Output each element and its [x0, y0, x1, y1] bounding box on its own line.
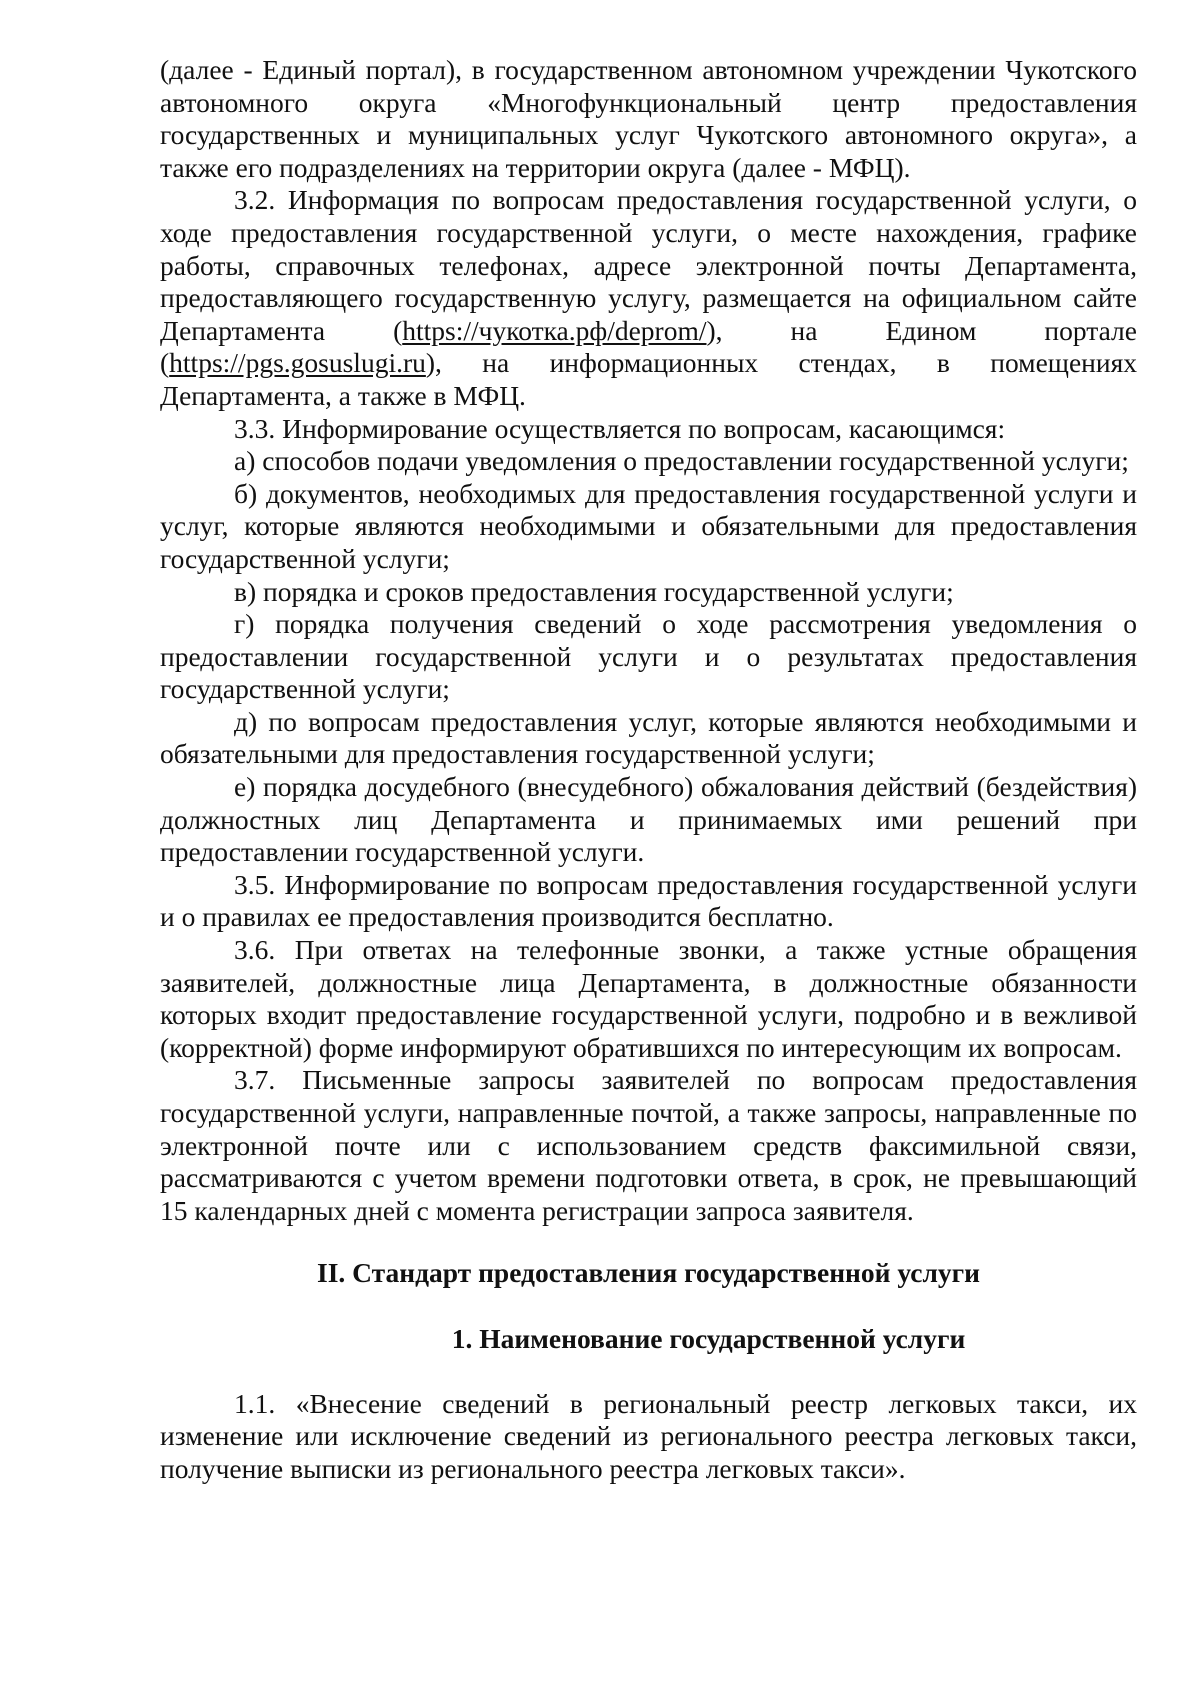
paragraph-3-2-text-c: ), на информационных стендах, в помещениях Департамента, а также в МФЦ.: [160, 347, 1137, 411]
paragraph-3-6: 3.6. При ответах на телефонные звонки, а также устные обращения заявителей, должностные лица Департамента, в должностные обязанности которых входит предоставление государственной услуги, подробно и в вежливой (корректной) форме информируют обратившихся по интересующим их вопросам.: [160, 934, 1137, 1063]
paragraph-3-5: 3.5. Информирование по вопросам предоставления государственной услуги и о правилах ее предоставления производится бесплатно.: [160, 868, 1137, 933]
paragraph-3-2-text-a: 3.2. Информация по вопросам предоставления государственной услуги, о ходе предоставления государственной услуги, о месте нахождения, графике работы, справочных телефонах, адресе электронной почты Департамента, предоставляющего государственную услугу, размещается на официальном сайте Департамента (: [160, 184, 1137, 346]
gosuslugi-portal-link[interactable]: https://pgs.gosuslugi.ru: [169, 347, 426, 379]
list-item-g: г) порядка получения сведений о ходе рассмотрения уведомления о предоставлении государственной услуги и о результатах предоставления государственной услуги;: [160, 608, 1137, 705]
paragraph-1-1: 1.1. «Внесение сведений в региональный реестр легковых такси, их изменение или исключение сведений из регионального реестра легковых такси, получение выписки из регионального реестра легковых такси».: [160, 1387, 1137, 1484]
department-site-link[interactable]: https://чукотка.рф/deprom/: [402, 314, 707, 346]
list-item-a: а) способов подачи уведомления о предоставлении государственной услуги;: [234, 445, 1129, 477]
paragraph-3-2-text-b: ), на Едином портале (: [160, 314, 1137, 379]
subsection-heading: 1. Наименование государственной услуги: [451, 1322, 966, 1354]
document-page: [160, 54, 1137, 1485]
paragraph-intro: (далее - Единый портал), в государственном автономном учреждении Чукотского автономного округа «Многофункциональный центр предоставления государственных и муниципальных услуг Чукотского автономного округа», а также его подразделениях на территории округа (далее - МФЦ).: [160, 54, 1137, 183]
list-item-d: д) по вопросам предоставления услуг, которые являются необходимыми и обязательными для предоставления государственной услуги;: [160, 705, 1137, 770]
list-item-e: е) порядка досудебного (внесудебного) обжалования действий (бездействия) должностных лиц Департамента и принимаемых ими решений при предоставлении государственной услуги.: [160, 771, 1137, 868]
paragraph-3-3: 3.3. Информирование осуществляется по вопросам, касающимся:: [234, 412, 1006, 444]
section-heading: II. Стандарт предоставления государственной услуги: [317, 1257, 980, 1289]
paragraph-3-2: [160, 184, 1137, 412]
list-item-v: в) порядка и сроков предоставления государственной услуги;: [234, 575, 954, 607]
list-item-b: б) документов, необходимых для предоставления государственной услуги и услуг, которые являются необходимыми и обязательными для предоставления государственной услуги;: [160, 477, 1137, 574]
paragraph-3-7: 3.7. Письменные запросы заявителей по вопросам предоставления государственной услуги, направленные почтой, а также запросы, направленные по электронной почте или с использованием средств факсимильной связи, рассматриваются с учетом времени подготовки ответа, в срок, не превышающий 15 календарных дней с момента регистрации запроса заявителя.: [160, 1064, 1137, 1226]
